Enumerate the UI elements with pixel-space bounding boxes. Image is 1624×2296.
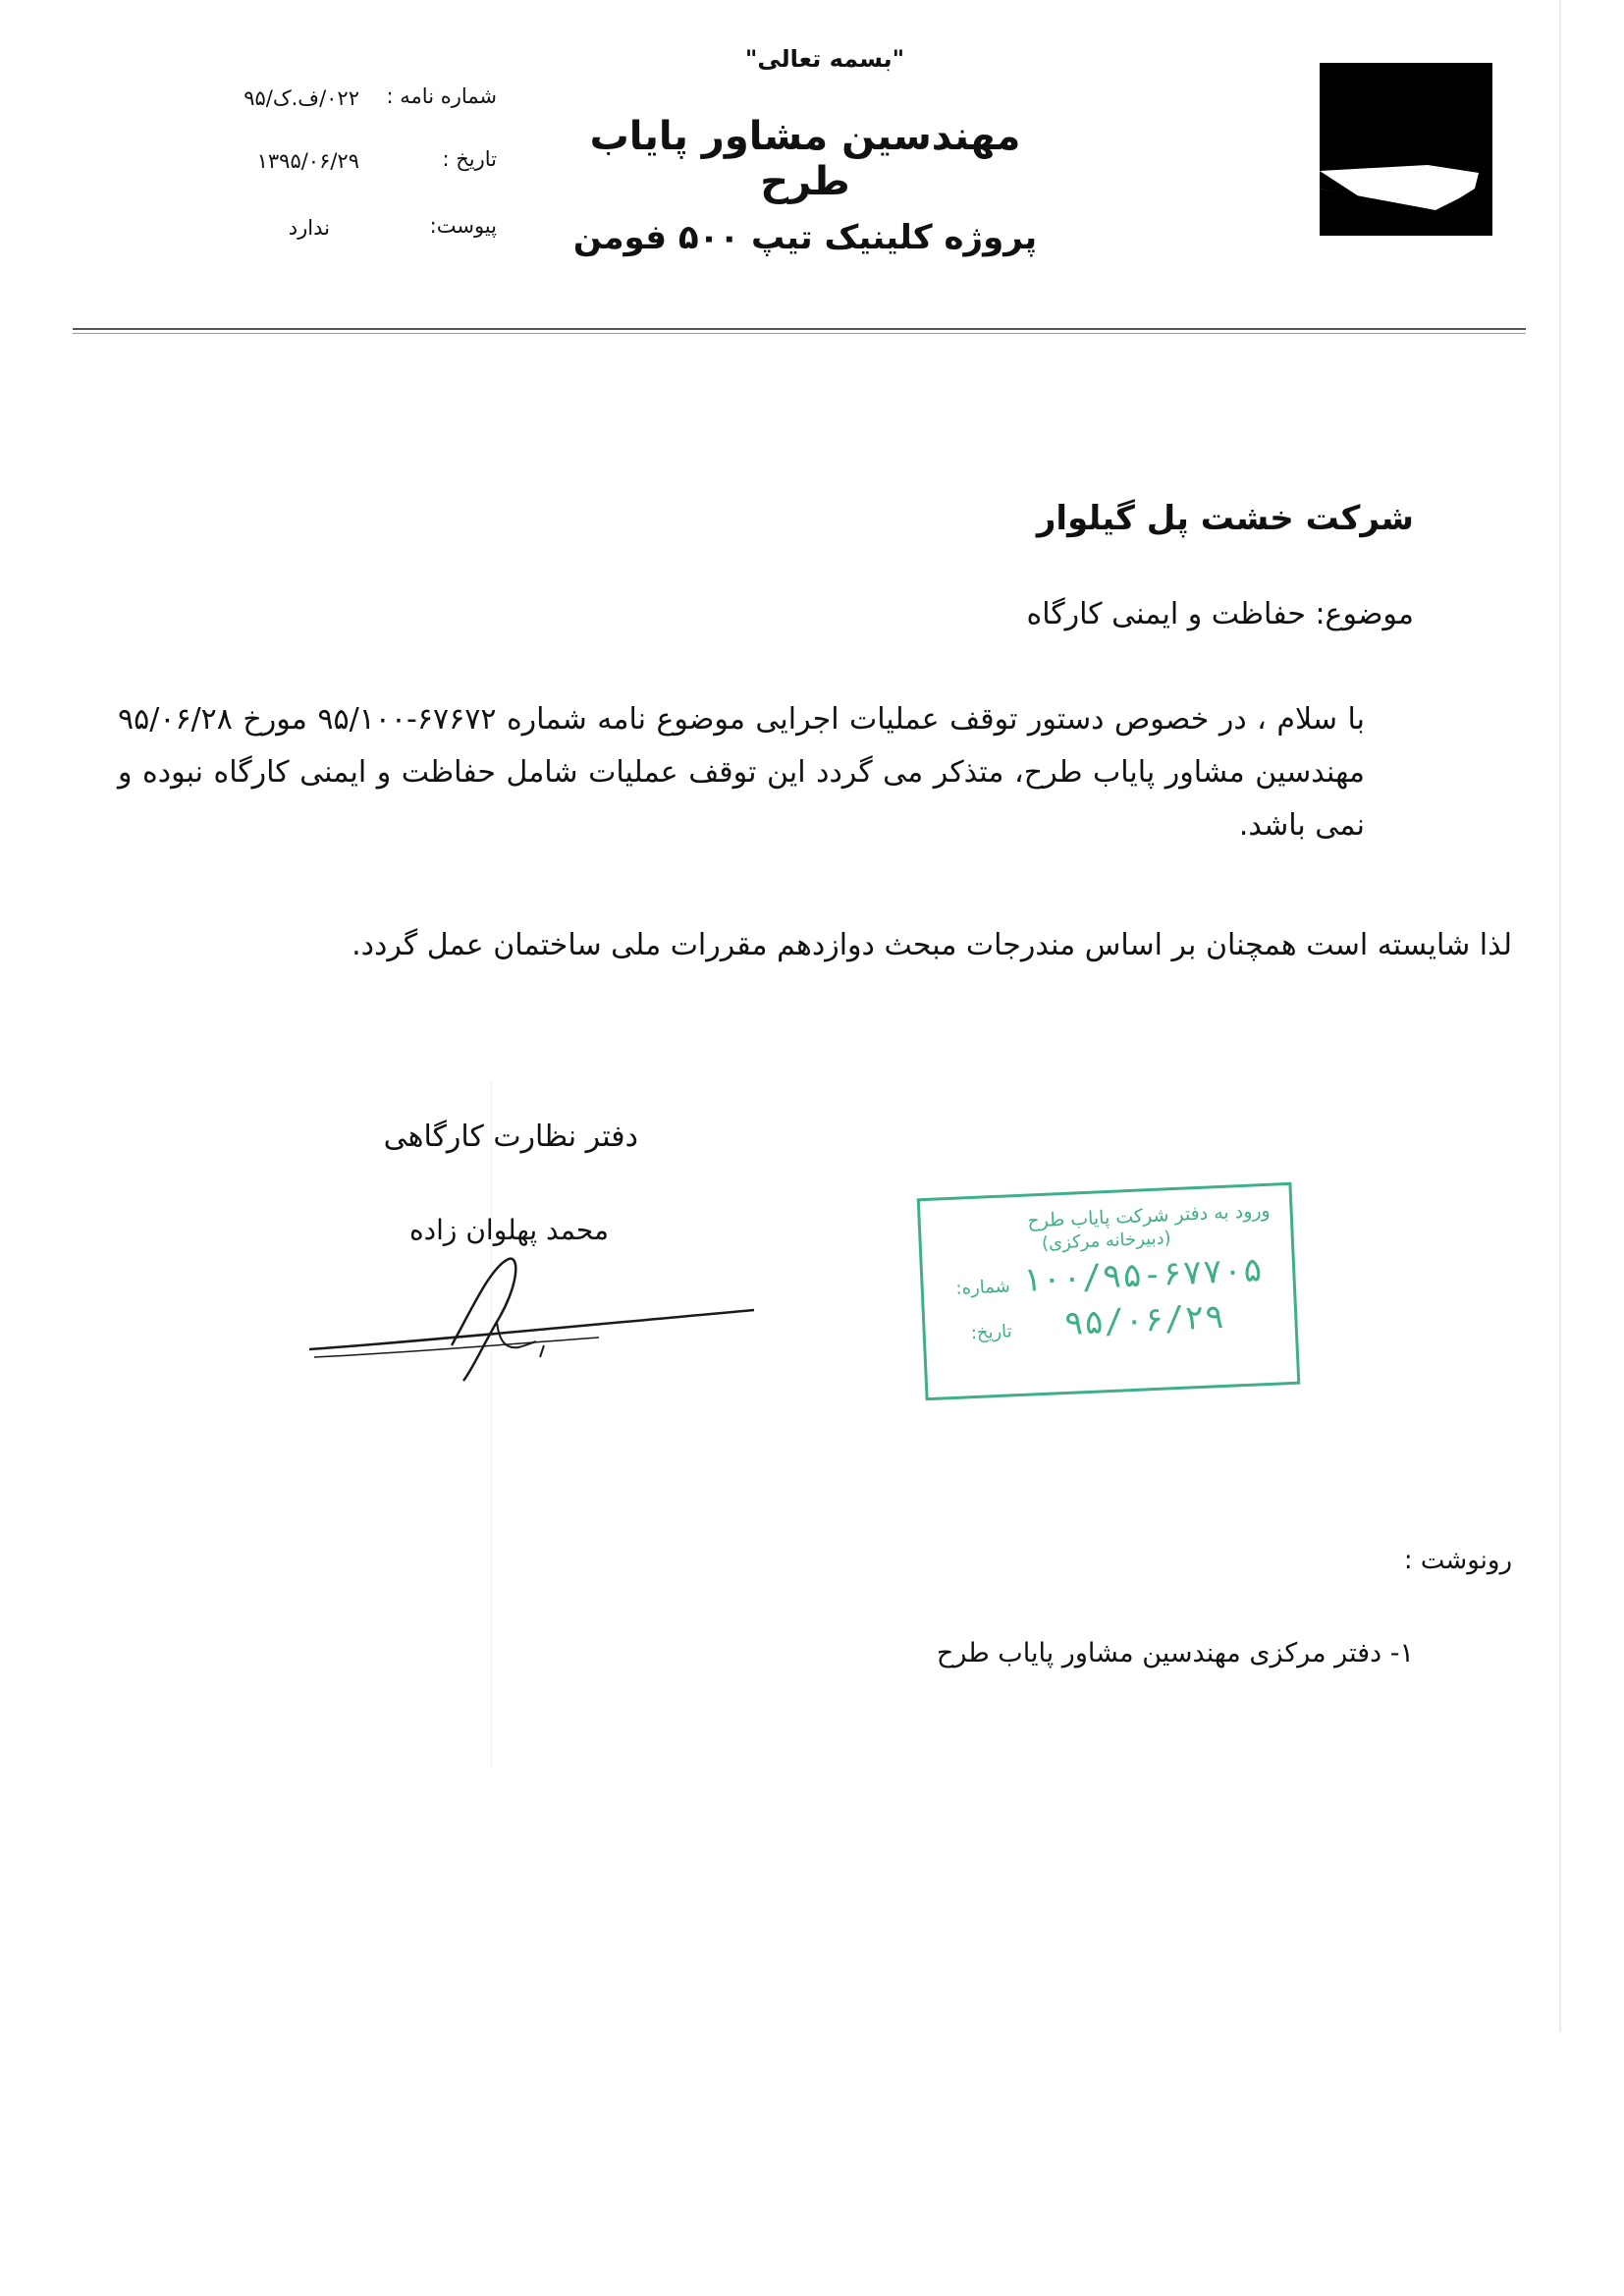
company-name: مهندسین مشاور پایاب طرح (589, 114, 1021, 204)
stamp-date-value: ۹۵/۰۶/۲۹ (1062, 1296, 1225, 1343)
date-label: تاریخ : (442, 147, 497, 171)
body-paragraph-1: با سلام ، در خصوص دستور توقف عملیات اجرایی موضوع نامه شماره ۶۷۶۷۲-۹۵/۱۰۰ مورخ ۹۵/۰۶/۲۸ مهندسین مشاور پایاب طرح، متذکر می گردد این توقف عملیات شامل حفاظت و ایمنی کارگاه نبوده و نمی باشد. (118, 702, 1365, 843)
stamp-header: ورود به دفتر شرکت پایاب طرح (1026, 1199, 1272, 1232)
company-logo (1320, 63, 1492, 236)
project-title: پروژه کلینیک تیپ ۵۰۰ فومن (572, 218, 1038, 257)
bismillah: "بسمه تعالی" (744, 45, 905, 73)
subject-line: موضوع: حفاظت و ایمنی کارگاه (1026, 597, 1414, 631)
cc-item: ۱- دفتر مرکزی مهندسین مشاور پایاب طرح (936, 1638, 1414, 1668)
stamp-date-row (943, 1295, 1277, 1349)
scan-fold-line (491, 1080, 492, 1768)
recipient: شرکت خشت پل گیلوار (1036, 499, 1414, 538)
received-stamp (917, 1182, 1301, 1400)
stamp-date-label: تاریخ: (970, 1321, 1013, 1344)
scan-edge (1559, 0, 1561, 2033)
attachment-label: پیوست: (429, 214, 497, 238)
letter-no-label: شماره نامه : (386, 84, 497, 108)
attachment-value: ندارد (288, 216, 330, 240)
header-divider-secondary (73, 333, 1526, 334)
stamp-number-value: ۱۰۰/۹۵-۶۷۷۰۵ (1020, 1250, 1264, 1300)
date-value: ۱۳۹۵/۰۶/۲۹ (256, 149, 359, 173)
signer-name: محمد پهلوان زاده (409, 1214, 609, 1246)
handwritten-signature (304, 1247, 766, 1394)
header-divider (73, 328, 1526, 330)
body-paragraph-2: لذا شایسته است همچنان بر اساس مندرجات مبحث دوازدهم مقررات ملی ساختمان عمل گردد. (352, 928, 1512, 962)
stamp-subheader: (دبیرخانه مرکزی) (1041, 1228, 1171, 1254)
stamp-number-label: شماره: (955, 1276, 1011, 1299)
letter-no-value: ۰۲۲/ف.ک/۹۵ (244, 86, 359, 110)
sender-office: دفتر نظارت کارگاهی (383, 1120, 638, 1154)
cc-title: رونوشت : (1403, 1546, 1512, 1575)
stamp-number-row (941, 1250, 1275, 1304)
